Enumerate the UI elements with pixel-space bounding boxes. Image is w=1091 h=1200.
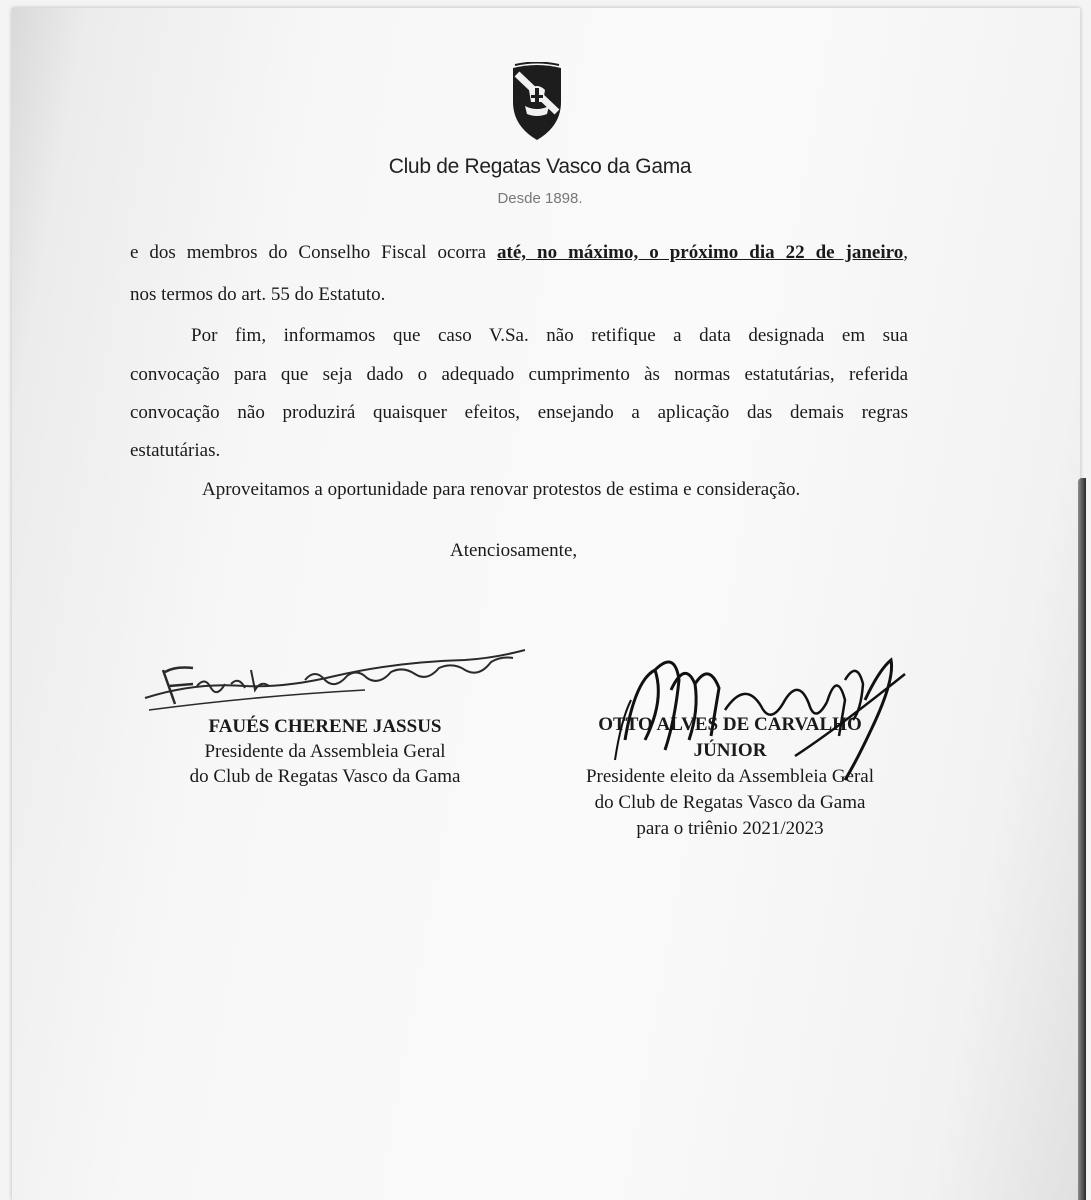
- club-crest-logo: [507, 62, 567, 142]
- page-edge-shadow: [1078, 478, 1086, 1200]
- deadline-emphasis: até, no máximo, o próximo dia 22 de janeiro: [497, 242, 904, 263]
- signatory-1-role: Presidente da Assembleia Geral: [204, 741, 446, 762]
- signatory-2-name: OTTO ALVES DE CARVALHO: [598, 714, 862, 735]
- signatory-1-name: FAUÉS CHERENE JASSUS: [208, 716, 442, 737]
- body-line-1: [130, 242, 908, 264]
- signature-otto: [595, 640, 915, 790]
- body-text: ,: [903, 242, 908, 263]
- closing-paragraph: Aproveitamos a oportunidade para renovar protestos de estima e consideração.: [202, 479, 801, 500]
- para2-line-2: convocação para que seja dado o adequado cumprimento às normas estatutárias, referida: [130, 364, 908, 385]
- para2-line-3: convocação não produzirá quaisquer efeitos, ensejando a aplicação das demais regras: [130, 402, 908, 423]
- signature-faues: [135, 640, 535, 720]
- letter-page: [12, 8, 1080, 1200]
- signatory-1: [140, 714, 510, 789]
- signatory-2-name-suffix: JÚNIOR: [693, 740, 767, 761]
- signatory-2-role: Presidente eleito da Assembleia Geral: [585, 766, 875, 787]
- signatory-2-term: para o triênio 2021/2023: [636, 818, 824, 839]
- signatory-1-org: do Club de Regatas Vasco da Gama: [189, 766, 461, 787]
- para2-line-1: Por fim, informamos que caso V.Sa. não retifique a data designada em sua: [191, 325, 908, 346]
- closing-salutation: Atenciosamente,: [450, 540, 578, 561]
- club-name: Club de Regatas Vasco da Gama: [388, 155, 692, 178]
- para2-line-4: estatutárias.: [130, 440, 221, 461]
- body-line-2: nos termos do art. 55 do Estatuto.: [130, 284, 386, 305]
- body-text: e dos membros do Conselho Fiscal ocorra: [130, 242, 498, 263]
- club-founded: Desde 1898.: [497, 190, 583, 207]
- signatory-2-org: do Club de Regatas Vasco da Gama: [594, 792, 866, 813]
